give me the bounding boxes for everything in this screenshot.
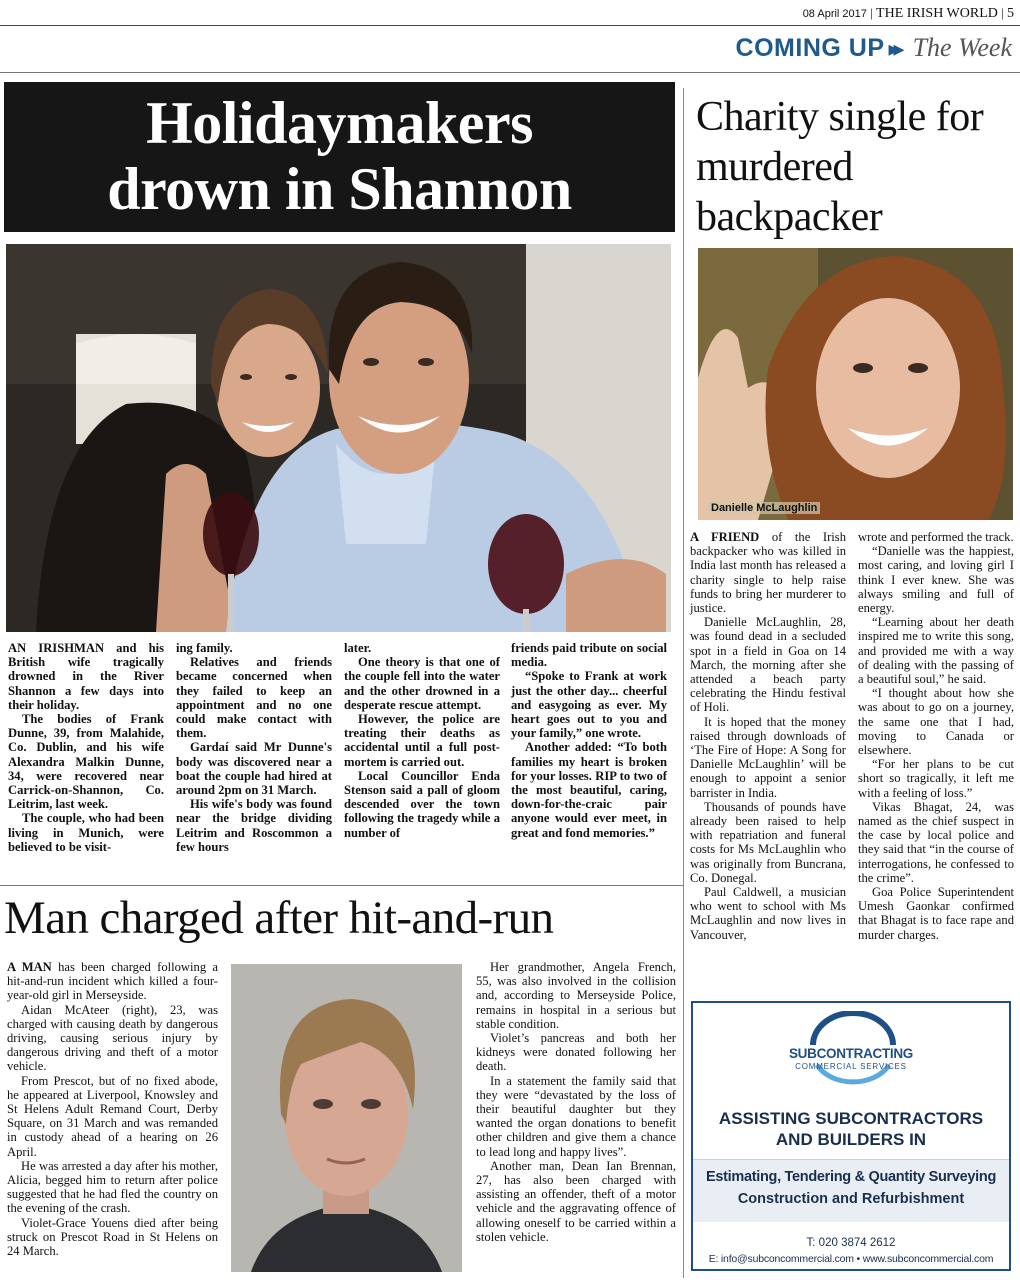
paragraph: Vikas Bhagat, 24, was named as the chief suspect in the case by local police and they said that “in the course of interrogations, he confessed to the crime”. <box>858 799 1014 885</box>
advert-services-line1: Estimating, Tendering & Quantity Surveying <box>705 1169 997 1185</box>
lead-in: A FRIEND <box>690 530 760 544</box>
paragraph: Gardaí said Mr Dunne's body was discovered near a boat the couple had hired at around 2pm on 31 March. <box>176 740 332 798</box>
section-banner <box>736 33 1012 63</box>
advert-headline-line2: AND BUILDERS IN <box>775 1130 927 1149</box>
story1-headline-line1: Holidaymakers <box>146 90 533 156</box>
paragraph: He was arrested a day after his mother, Alicia, begged him to return after police suggested that he had fled the country on the evening of the crash. <box>7 1158 218 1216</box>
photo-caption: Danielle McLaughlin <box>708 502 820 514</box>
story3-column-2 <box>476 960 676 1244</box>
advert-phone[interactable]: T: 020 3874 2612 <box>806 1237 896 1249</box>
story1-column-1 <box>8 641 164 854</box>
paragraph: Paul Caldwell, a musician who went to school with Ms McLaughlin and now lives in Vancouver, <box>690 885 846 942</box>
advert-services-line2: Construction and Refurbishment <box>737 1191 965 1207</box>
story3-column-1 <box>7 960 218 1258</box>
paragraph: “For her plans to be cut short so tragically, it left me with a feeling of loss.” <box>858 757 1014 800</box>
mugshot-photo <box>231 964 462 1272</box>
paragraph: Danielle McLaughlin, 28, was found dead in a secluded spot in a field in Goa on 14 March, the morning after she attended a beach party celebrating the Hindu festival of Holi. <box>690 615 846 715</box>
paragraph: One theory is that one of the couple fell into the water and the other drowned in a desperate rescue attempt. <box>344 655 500 712</box>
story1-column-4 <box>511 641 667 840</box>
paragraph: In a statement the family said that they were “devastated by the loss of their beautiful daughter but they wanted the organ donations to benefit other children and give them a chance to lead long and happy lives”. <box>476 1073 676 1159</box>
story1-column-2 <box>176 641 332 854</box>
paragraph: Another man, Dean Ian Brennan, 27, has also been charged with assisting an offender, theft of a motor vehicle and the aggravating offence of allowing oneself to be carried within a stolen vehicle. <box>476 1158 676 1244</box>
section-title: COMING UP <box>735 34 885 62</box>
danielle-photo <box>698 248 1013 520</box>
couple-photo <box>6 244 671 632</box>
double-arrow-icon: ▸▸ <box>888 36 899 61</box>
paragraph: His wife's body was found near the bridge dividing Leitrim and Roscommon a few hours <box>176 797 332 854</box>
section-subtitle: The Week <box>912 33 1012 62</box>
story3-headline: Man charged after hit-and-run <box>4 892 554 944</box>
advert-logo-line1: SUBCONTRACTING <box>788 1046 914 1061</box>
story2-headline: Charity single for murdered backpacker <box>696 94 984 240</box>
paragraph: later. <box>344 641 372 655</box>
paragraph: “Spoke to Frank at work just the other day... cheerful and easygoing as ever. My heart goes out to you and your family,” one wrote. <box>511 669 667 741</box>
story1-column-3 <box>344 641 500 840</box>
paragraph: “Learning about her death inspired me to write this song, and provided me with a way of dealing with the passing of a beautiful soul,” he said. <box>858 615 1014 687</box>
paragraph <box>690 530 846 615</box>
banner-rule <box>0 72 1020 73</box>
paragraph: Violet-Grace Youens died after being struck on Prescot Road in St Helens on 24 March. <box>7 1215 218 1259</box>
paragraph: friends paid tribute on social media. <box>511 641 667 670</box>
paragraph: The couple, who had been living in Munich, were believed to be visit- <box>8 811 164 854</box>
paragraph: Goa Police Superintendent Umesh Gaonkar confirmed that Bhagat is to face rape and murder charges. <box>858 885 1014 942</box>
advert-contact[interactable]: E: info@subconcommercial.com • www.subconcommercial.com <box>708 1253 994 1265</box>
story2-column-2 <box>858 530 1014 942</box>
lead-text: of the Irish backpacker who was killed in India last month has released a charity single to help raise funds to bring her murderer to justice. <box>690 530 846 616</box>
mugshot-illustration <box>231 964 462 1272</box>
story1-headline-box <box>4 82 675 232</box>
paragraph: “I thought about how she was about to go on a journey, the same one that I had, moving to Canada or elsewhere. <box>858 686 1014 758</box>
paragraph: Thousands of pounds have already been raised to help with repatriation and funeral costs for Ms McLaughlin who was originally from Buncrana, Co. Donegal. <box>690 799 846 885</box>
advert-headline-line1: ASSISTING SUBCONTRACTORS <box>718 1109 984 1128</box>
folio: 08 April 2017 | THE IRISH WORLD | 5 <box>802 6 1014 21</box>
paragraph: “Danielle was the happiest, most caring, and loving girl I think I ever knew. She was always smiling and full of energy. <box>858 544 1014 616</box>
paragraph: AN IRISHMAN and his British wife tragically drowned in the River Shannon a few days into their holiday. <box>8 641 164 712</box>
paragraph: However, the police are treating their deaths as accidental until a full post-mortem is carried out. <box>344 712 500 769</box>
paragraph: wrote and performed the track. <box>858 530 1014 544</box>
paragraph: Violet’s pancreas and both her kidneys were donated following her death. <box>476 1031 676 1074</box>
couple-photo-illustration <box>6 244 671 632</box>
paragraph: Relatives and friends became concerned when they failed to keep an appointment and no one could make contact with them. <box>176 655 332 741</box>
lead-in: A MAN <box>7 960 52 974</box>
paragraph: The bodies of Frank Dunne, 39, from Malahide, Co. Dublin, and his wife Alexandra Malkin Dunne, 34, were recovered near Carrick-on-Shannon, Co. Leitrim, last week. <box>8 712 164 812</box>
column-divider <box>683 88 684 1278</box>
paragraph: Her grandmother, Angela French, 55, was also involved in the collision and, according to Merseyside Police, remains in hospital in a serious but stable condition. <box>476 960 676 1031</box>
story-separator-rule <box>0 885 683 886</box>
page-number: 5 <box>1007 6 1014 21</box>
lead-text: has been charged following a hit-and-run incident which killed a four-year-old girl in Merseyside. <box>7 960 219 1003</box>
advert-box[interactable] <box>691 1001 1011 1271</box>
paragraph <box>7 960 218 1003</box>
paragraph: Aidan McAteer (right), 23, was charged with causing death by dangerous driving, causing serious injury by dangerous driving and theft of a motor vehicle. <box>7 1002 218 1074</box>
header-rule <box>0 25 1020 26</box>
danielle-photo-illustration <box>698 248 1013 520</box>
paragraph: It is hoped that the money raised through downloads of ‘The Fire of Hope: A Song for Danielle McLaughlin’ will be enough to appoint a senior barrister in India. <box>690 714 846 800</box>
story1-headline-line2: drown in Shannon <box>107 156 572 222</box>
story2-column-1 <box>690 530 846 942</box>
paragraph: From Prescot, but of no fixed abode, he appeared at Liverpool, Knowsley and St Helens Adult Remand Court, Derby Square, on 31 March and was remanded in custody ahead of a hearing on 26 April. <box>7 1073 218 1159</box>
issue-date: 08 April 2017 <box>802 8 867 20</box>
publication-name: THE IRISH WORLD <box>876 6 998 21</box>
paragraph: Local Councillor Enda Stenson said a pall of gloom descended over the town following the tragedy while a number of <box>344 768 500 840</box>
paragraph: ing family. <box>176 641 233 655</box>
paragraph: Another added: “To both families my heart is broken for your losses. RIP to two of the most beautiful, caring, down-for-the-craic pair anyone would ever meet, in great and fond memories.” <box>511 740 667 840</box>
advert-logo-line2: COMMERCIAL SERVICES <box>795 1062 907 1071</box>
